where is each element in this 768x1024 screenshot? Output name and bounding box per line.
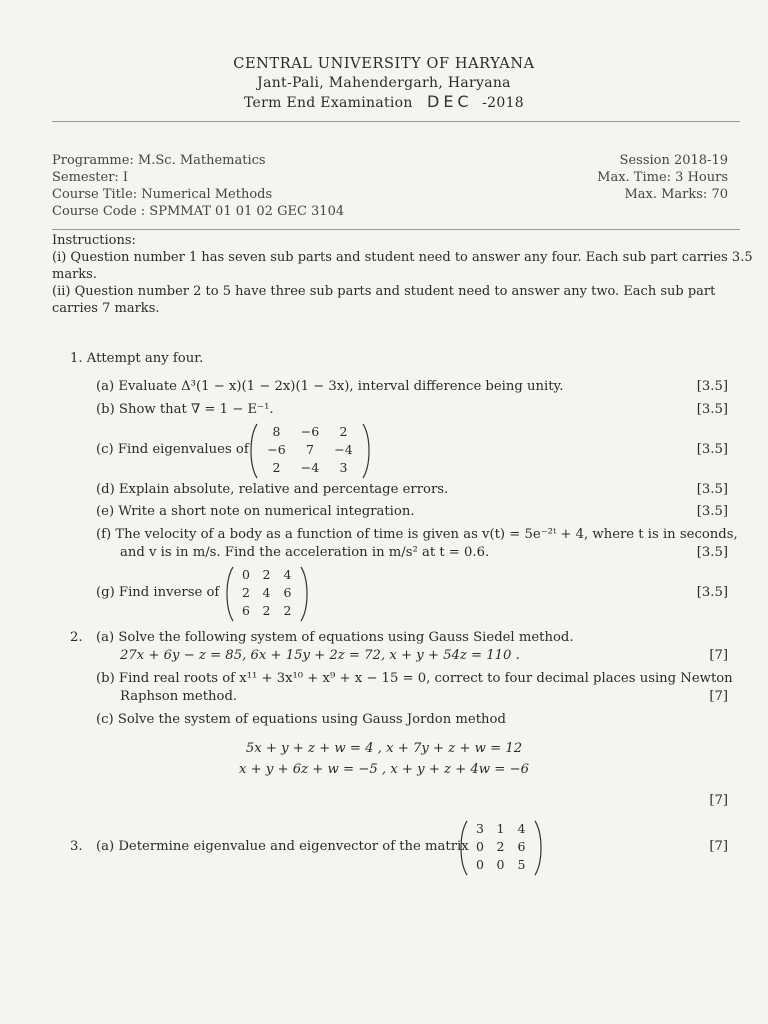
session: Session 2018-19 xyxy=(619,153,728,168)
q1c-marks: [3.5] xyxy=(696,442,728,457)
q1e-text: (e) Write a short note on numerical integration. xyxy=(96,504,415,519)
matrix-cell: 2 xyxy=(339,424,348,439)
q3a-matrix xyxy=(458,820,544,876)
programme: Programme: M.Sc. Mathematics xyxy=(52,153,266,168)
q1f-text-cont: and v is in m/s. Find the acceleration in m/s² at t = 0.6. xyxy=(120,545,490,560)
header-divider xyxy=(52,121,740,122)
matrix-cell: 2 xyxy=(272,460,281,475)
meta-divider xyxy=(52,229,740,230)
q1g-text: (g) Find inverse of xyxy=(96,585,220,600)
q3a-text: (a) Determine eigenvalue and eigenvector of the matrix xyxy=(96,839,469,854)
max-time: Max. Time: 3 Hours xyxy=(597,170,728,185)
q2a-marks: [7] xyxy=(709,648,728,663)
q2c-equation-1: 5x + y + z + w = 4 , x + 7y + z + w = 12 xyxy=(245,741,523,756)
matrix-cell: 2 xyxy=(496,839,505,854)
matrix-cell: 6 xyxy=(283,585,292,600)
matrix-cell: 6 xyxy=(517,839,526,854)
instruction-2: (ii) Question number 2 to 5 have three sub parts and student need to answer any two. Each sub part xyxy=(52,284,716,299)
q1e-marks: [3.5] xyxy=(696,504,728,519)
university-name: CENTRAL UNIVERSITY OF HARYANA xyxy=(233,56,535,72)
q1a-text: (a) Evaluate Δ³(1 − x)(1 − 2x)(1 − 3x), interval difference being unity. xyxy=(96,379,564,394)
exam-label: Term End Examination xyxy=(244,95,413,111)
q2a-text: (a) Solve the following system of equations using Gauss Siedel method. xyxy=(96,630,574,645)
matrix-cell: 4 xyxy=(517,821,526,836)
matrix-cell: 0 xyxy=(496,857,505,872)
matrix-cell: 1 xyxy=(496,821,505,836)
semester: Semester: I xyxy=(52,170,129,185)
matrix-cell: 2 xyxy=(283,603,292,618)
matrix-cell: 2 xyxy=(242,585,250,600)
matrix-cell: −4 xyxy=(334,442,353,457)
course-title: Course Title: Numerical Methods xyxy=(52,187,273,202)
matrix-cell: 0 xyxy=(476,839,484,854)
university-address: Jant-Pali, Mahendergarh, Haryana xyxy=(257,75,511,91)
q3-number: 3. xyxy=(70,839,83,854)
matrix-cell: 6 xyxy=(242,603,250,618)
q1b-marks: [3.5] xyxy=(696,402,728,417)
matrix-cell: −6 xyxy=(300,424,320,439)
matrix-cell: 3 xyxy=(476,821,484,836)
exam-title xyxy=(0,92,768,111)
q1g-matrix-cells xyxy=(236,566,298,620)
matrix-cell: 5 xyxy=(517,857,526,872)
q1c-matrix-cells xyxy=(260,423,360,477)
q1g-marks: [3.5] xyxy=(696,585,728,600)
q1c-matrix xyxy=(248,423,372,479)
matrix-cell: 7 xyxy=(306,442,314,457)
q1d-marks: [3.5] xyxy=(696,482,728,497)
instruction-1: (i) Question number 1 has seven sub parts and student need to answer any four. Each sub part carries 3.5 xyxy=(52,250,753,265)
matrix-cell: 2 xyxy=(262,603,271,618)
max-marks: Max. Marks: 70 xyxy=(624,187,728,202)
matrix-cell: 0 xyxy=(242,567,250,582)
q2b-text: (b) Find real roots of x¹¹ + 3x¹⁰ + x⁹ + x − 15 = 0, correct to four decimal places using Newton xyxy=(96,671,733,686)
exam-month-handwritten: DEC xyxy=(427,92,473,111)
matrix-cell: −4 xyxy=(300,460,320,475)
q2b-marks: [7] xyxy=(709,689,728,704)
matrix-cell: 4 xyxy=(262,585,271,600)
q1b-text: (b) Show that ∇ = 1 − E⁻¹. xyxy=(96,402,274,417)
exam-year: -2018 xyxy=(482,95,524,111)
q1a-marks: [3.5] xyxy=(696,379,728,394)
q2c-marks: [7] xyxy=(709,793,728,808)
instruction-2-cont: carries 7 marks. xyxy=(52,301,160,316)
course-code: Course Code : SPMMAT 01 01 02 GEC 3104 xyxy=(52,204,345,219)
q2b-text-cont: Raphson method. xyxy=(120,689,238,704)
q1d-text: (d) Explain absolute, relative and percentage errors. xyxy=(96,482,449,497)
matrix-cell: 2 xyxy=(262,567,271,582)
q1f-marks: [3.5] xyxy=(696,545,728,560)
matrix-cell: −6 xyxy=(267,442,286,457)
q3a-marks: [7] xyxy=(709,839,728,854)
q1c-text: (c) Find eigenvalues of xyxy=(96,442,249,457)
instructions-title: Instructions: xyxy=(52,233,136,248)
matrix-cell: 0 xyxy=(476,857,484,872)
q1-title: 1. Attempt any four. xyxy=(70,351,204,366)
q3a-matrix-cells xyxy=(470,820,532,874)
q2c-text: (c) Solve the system of equations using Gauss Jordon method xyxy=(96,712,506,727)
instruction-1-cont: marks. xyxy=(52,267,97,282)
q2-number: 2. xyxy=(70,630,83,645)
q1g-matrix xyxy=(224,566,310,622)
matrix-cell: 4 xyxy=(283,567,292,582)
matrix-cell: 8 xyxy=(272,424,281,439)
q2c-equation-2: x + y + 6z + w = −5 , x + y + z + 4w = −6 xyxy=(239,762,529,777)
q1f-text: (f) The velocity of a body as a function of time is given as v(t) = 5e⁻²ᵗ + 4, where t is in seconds, xyxy=(96,527,738,542)
matrix-cell: 3 xyxy=(339,460,348,475)
q2a-equations: 27x + 6y − z = 85, 6x + 15y + 2z = 72, x + y + 54z = 110 . xyxy=(120,648,520,663)
